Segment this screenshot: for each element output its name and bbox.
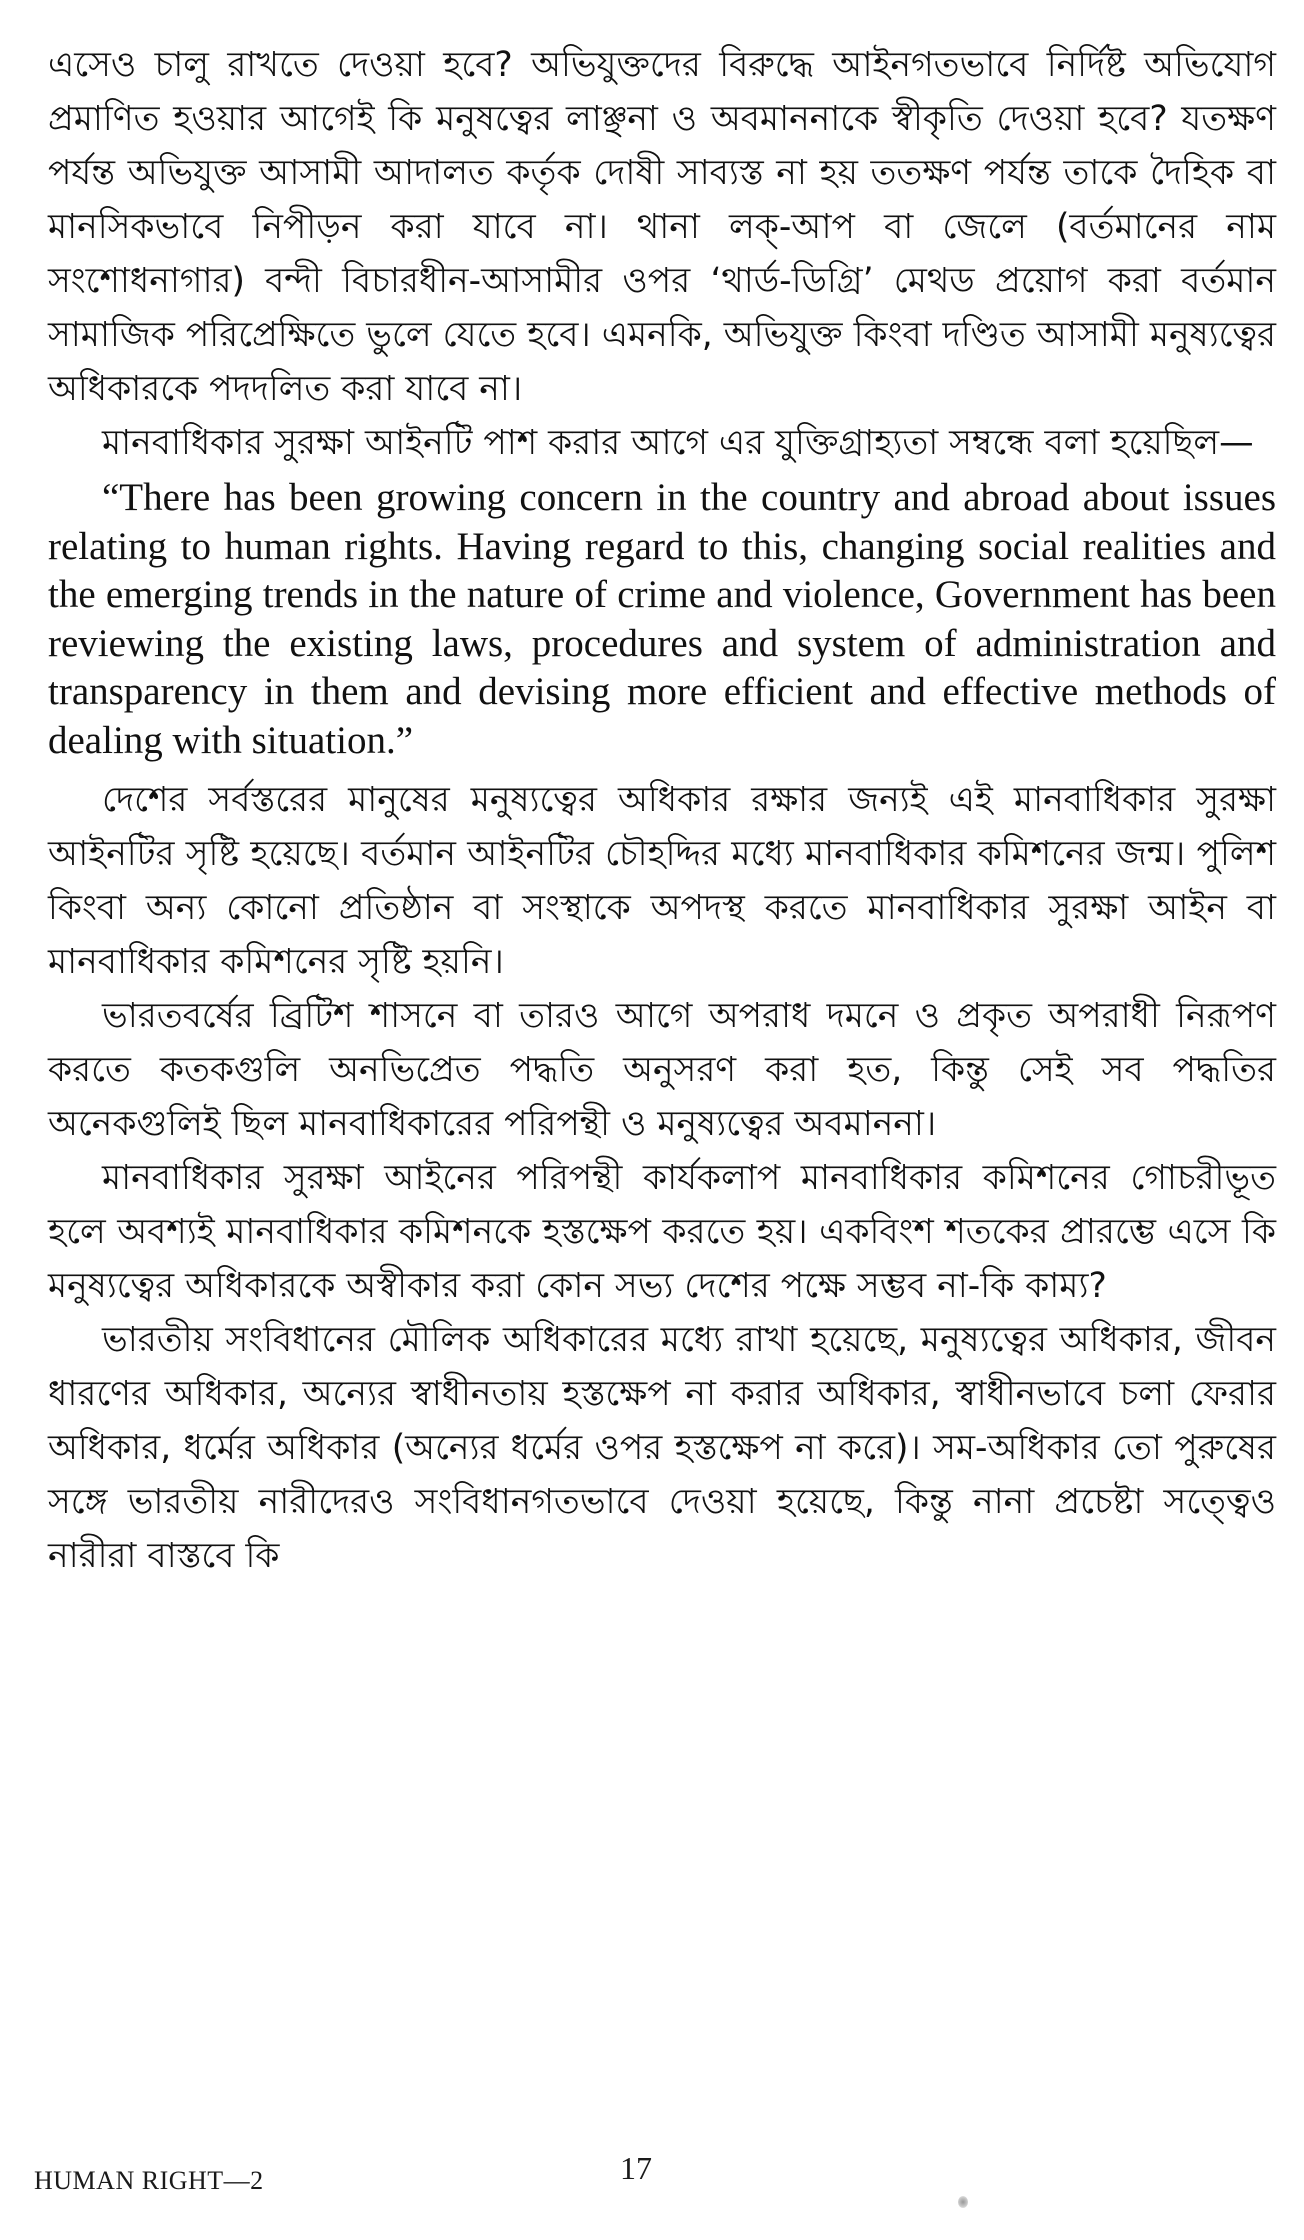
paragraph-commission-origin: দেশের সর্বস্তরের মানুষের মনুষ্যত্বের অধিকার রক্ষার জন্যই এই মানবাধিকার সুরক্ষা আইনটির সৃষ্টি হয়েছে। বর্তমান আইনটির চৌহদ্দির মধ্যে মানবাধিকার কমিশনের জন্ম। পুলিশ কিংবা অন্য কোনো প্রতিষ্ঠান বা সংস্থাকে অপদস্থ করতে মানবাধিকার সুরক্ষা আইন বা মানবাধিকার কমিশনের সৃষ্টি হয়নি। bbox=[48, 780, 1276, 982]
paragraph-intro-quote: মানবাধিকার সুরক্ষা আইনটি পাশ করার আগে এর যুক্তিগ্রাহ্যতা সম্বন্ধে বলা হয়েছিল— bbox=[102, 423, 1254, 463]
paragraph-commission-intervention: মানবাধিকার সুরক্ষা আইনের পরিপন্থী কার্যকলাপ মানবাধিকার কমিশনের গোচরীভূত হলে অবশ্যই মানবাধিকার কমিশনকে হস্তক্ষেপ করতে হয়। একবিংশ শতকের প্রারম্ভে এসে কি মনুষ্যত্বের অধিকারকে অস্বীকার করা কোন সভ্য দেশের পক্ষে সম্ভব না-কি কাম্য? bbox=[48, 1158, 1276, 1306]
book-page bbox=[48, 38, 1276, 2178]
english-quotation: “There has been growing concern in the country and abroad about issues relating to human rights. Having regard to this, changing social realities and the emerging trends in the nature of crime and violence, Government has been reviewing the existing laws, procedures and system of administration and transparency in them and devising more efficient and effective methods of dealing with situation.” bbox=[48, 476, 1276, 762]
page-number: 17 bbox=[620, 2150, 652, 2186]
print-speck bbox=[958, 2196, 968, 2208]
paragraph-continuation: এসেও চালু রাখতে দেওয়া হবে? অভিযুক্তদের বিরুদ্ধে আইনগতভাবে নির্দিষ্ট অভিযোগ প্রমাণিত হওয়ার আগেই কি মনুষত্বের লাঞ্ছনা ও অবমাননাকে স্বীকৃতি দেওয়া হবে? যতক্ষণ পর্যন্ত অভিযুক্ত আসামী আদালত কর্তৃক দোষী সাব্যস্ত না হয় ততক্ষণ পর্যন্ত তাকে দৈহিক বা মানসিকভাবে নিপীড়ন করা যাবে না। থানা লক্-আপ বা জেলে (বর্তমানের নাম সংশোধনাগার) বন্দী বিচারধীন-আসামীর ওপর ‘থার্ড-ডিগ্রি’ মেথড প্রয়োগ করা বর্তমান সামাজিক পরিপ্রেক্ষিতে ভুলে যেতে হবে। এমনকি, অভিযুক্ত কিংবা দণ্ডিত আসামী মনুষ্যত্বের অধিকারকে পদদলিত করা যাবে না। bbox=[48, 45, 1276, 409]
running-title: HUMAN RIGHT—2 bbox=[34, 2166, 264, 2195]
page-footer bbox=[0, 2148, 1304, 2198]
paragraph-constitution-rights: ভারতীয় সংবিধানের মৌলিক অধিকারের মধ্যে রাখা হয়েছে, মনুষ্যত্বের অধিকার, জীবন ধারণের অধিকার, অন্যের স্বাধীনতায় হস্তক্ষেপ না করার অধিকার, স্বাধীনভাবে চলা ফেরার অধিকার, ধর্মের অধিকার (অন্যের ধর্মের ওপর হস্তক্ষেপ না করে)। সম-অধিকার তো পুরুষের সঙ্গে ভারতীয় নারীদেরও সংবিধানগতভাবে দেওয়া হয়েছে, কিন্তু নানা প্রচেষ্টা সত্ত্বেও নারীরা বাস্তবে কি bbox=[48, 1320, 1276, 1576]
paragraph-british-rule: ভারতবর্ষের ব্রিটিশ শাসনে বা তারও আগে অপরাধ দমনে ও প্রকৃত অপরাধী নিরূপণ করতে কতকগুলি অনভিপ্রেত পদ্ধতি অনুসরণ করা হত, কিন্তু সেই সব পদ্ধতির অনেকগুলিই ছিল মানবাধিকারের পরিপন্থী ও মনুষ্যত্বের অবমাননা। bbox=[48, 996, 1276, 1144]
